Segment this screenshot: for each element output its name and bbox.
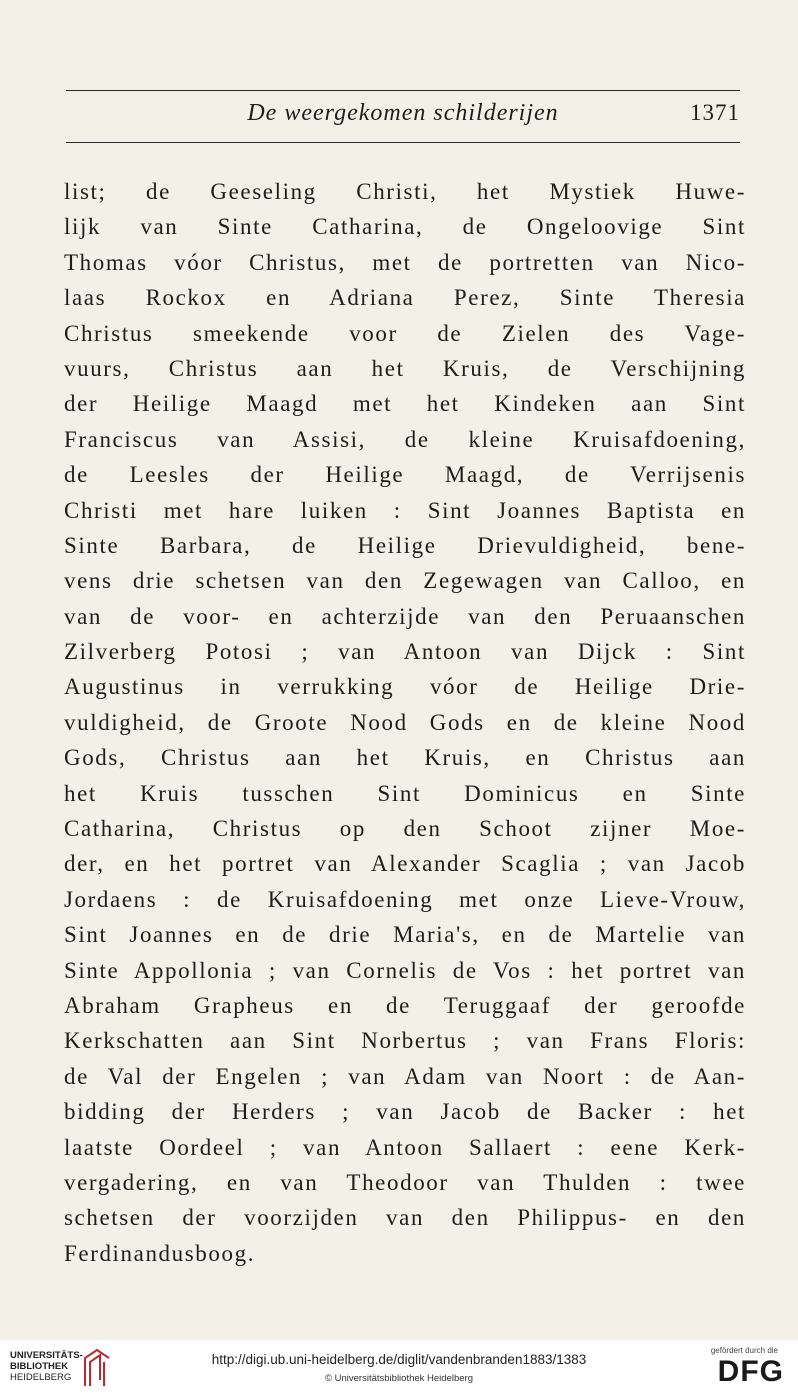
- text-line: Gods, Christus aan het Kruis, en Christus aan: [64, 745, 746, 771]
- text-line: Franciscus van Assisi, de kleine Kruisafdoening,: [64, 426, 746, 452]
- funding-note: gefördert durch die: [710, 1346, 778, 1355]
- text-line: Thomas vóor Christus, met de portretten van Nico-: [64, 249, 746, 275]
- text-line: Abraham Grapheus en de Teruggaaf der geroofde: [64, 992, 746, 1018]
- library-name-line: HEIDELBERG: [10, 1372, 72, 1383]
- text-line: list; de Geeseling Christi, het Mystiek Huwe-: [64, 179, 746, 204]
- text-line: vergadering, en van Theodoor van Thulden : twee: [64, 1169, 746, 1195]
- text-line: Ferdinandusboog.: [64, 1240, 256, 1266]
- text-line: de Val der Engelen ; van Adam van Noort : de Aan-: [64, 1063, 746, 1089]
- top-rule: [66, 90, 740, 91]
- copyright-notice: © Universitätsbibliothek Heidelberg: [325, 1373, 473, 1384]
- text-line: Christi met hare luiken : Sint Joannes Baptista en: [64, 497, 746, 523]
- text-line: Christus smeekende voor de Zielen des Vage-: [64, 320, 746, 346]
- text-line: Catharina, Christus op den Schoot zijner Moe-: [64, 816, 746, 842]
- text-line: Jordaens : de Kruisafdoening met onze Lieve-Vrouw,: [64, 886, 746, 912]
- text-line: het Kruis tusschen Sint Dominicus en Sinte: [64, 780, 746, 806]
- text-line: der, en het portret van Alexander Scaglia ; van Jacob: [64, 851, 746, 877]
- library-name-line: UNIVERSITÄTS-: [10, 1350, 83, 1361]
- text-line: Sinte Appollonia ; van Cornelis de Vos : het portret van: [64, 957, 746, 983]
- text-line: laatste Oordeel ; van Antoon Sallaert : eene Kerk-: [64, 1134, 746, 1160]
- library-name-line: BIBLIOTHEK: [10, 1361, 69, 1372]
- text-line: lijk van Sinte Catharina, de Ongeloovige Sint: [64, 214, 746, 240]
- running-title: De weergekomen schilderijen: [247, 100, 559, 126]
- text-line: schetsen der voorzijden van den Philippus- en den: [64, 1205, 746, 1231]
- text-line: Augustinus in verrukking vóor de Heilige Drie-: [64, 674, 746, 700]
- text-line: Sinte Barbara, de Heilige Drievuldigheid, bene-: [64, 532, 746, 558]
- text-line: Sint Joannes en de drie Maria's, en de Martelie van: [64, 922, 746, 948]
- page-number: 1371: [690, 100, 740, 125]
- text-line: vens drie schetsen van den Zegewagen van Calloo, en: [64, 568, 746, 594]
- text-line: van de voor- en achterzijde van den Peruaanschen: [64, 603, 746, 629]
- text-line: de Leesles der Heilige Maagd, de Verrijsenis: [64, 462, 746, 488]
- text-line: vuurs, Christus aan het Kruis, de Verschijning: [64, 355, 746, 381]
- text-line: Kerkschatten aan Sint Norbertus ; van Frans Floris:: [64, 1028, 746, 1054]
- text-line: der Heilige Maagd met het Kindeken aan Sint: [64, 391, 746, 417]
- text-line: vuldigheid, de Groote Nood Gods en de kleine Nood: [64, 709, 746, 735]
- head-rule: [66, 142, 740, 143]
- text-line: laas Rockox en Adriana Perez, Sinte Theresia: [64, 285, 746, 311]
- text-line: Zilverberg Potosi ; van Antoon van Dijck : Sint: [64, 639, 746, 665]
- body-text: [64, 174, 746, 1271]
- text-line: bidding der Herders ; van Jacob de Backer : het: [64, 1099, 746, 1125]
- footer-bar: [0, 1340, 798, 1396]
- dfg-logo: DFG: [717, 1355, 784, 1388]
- running-head: [66, 96, 740, 132]
- permalink-url[interactable]: http://digi.ub.uni-heidelberg.de/diglit/vandenbranden1883/1383: [211, 1352, 587, 1367]
